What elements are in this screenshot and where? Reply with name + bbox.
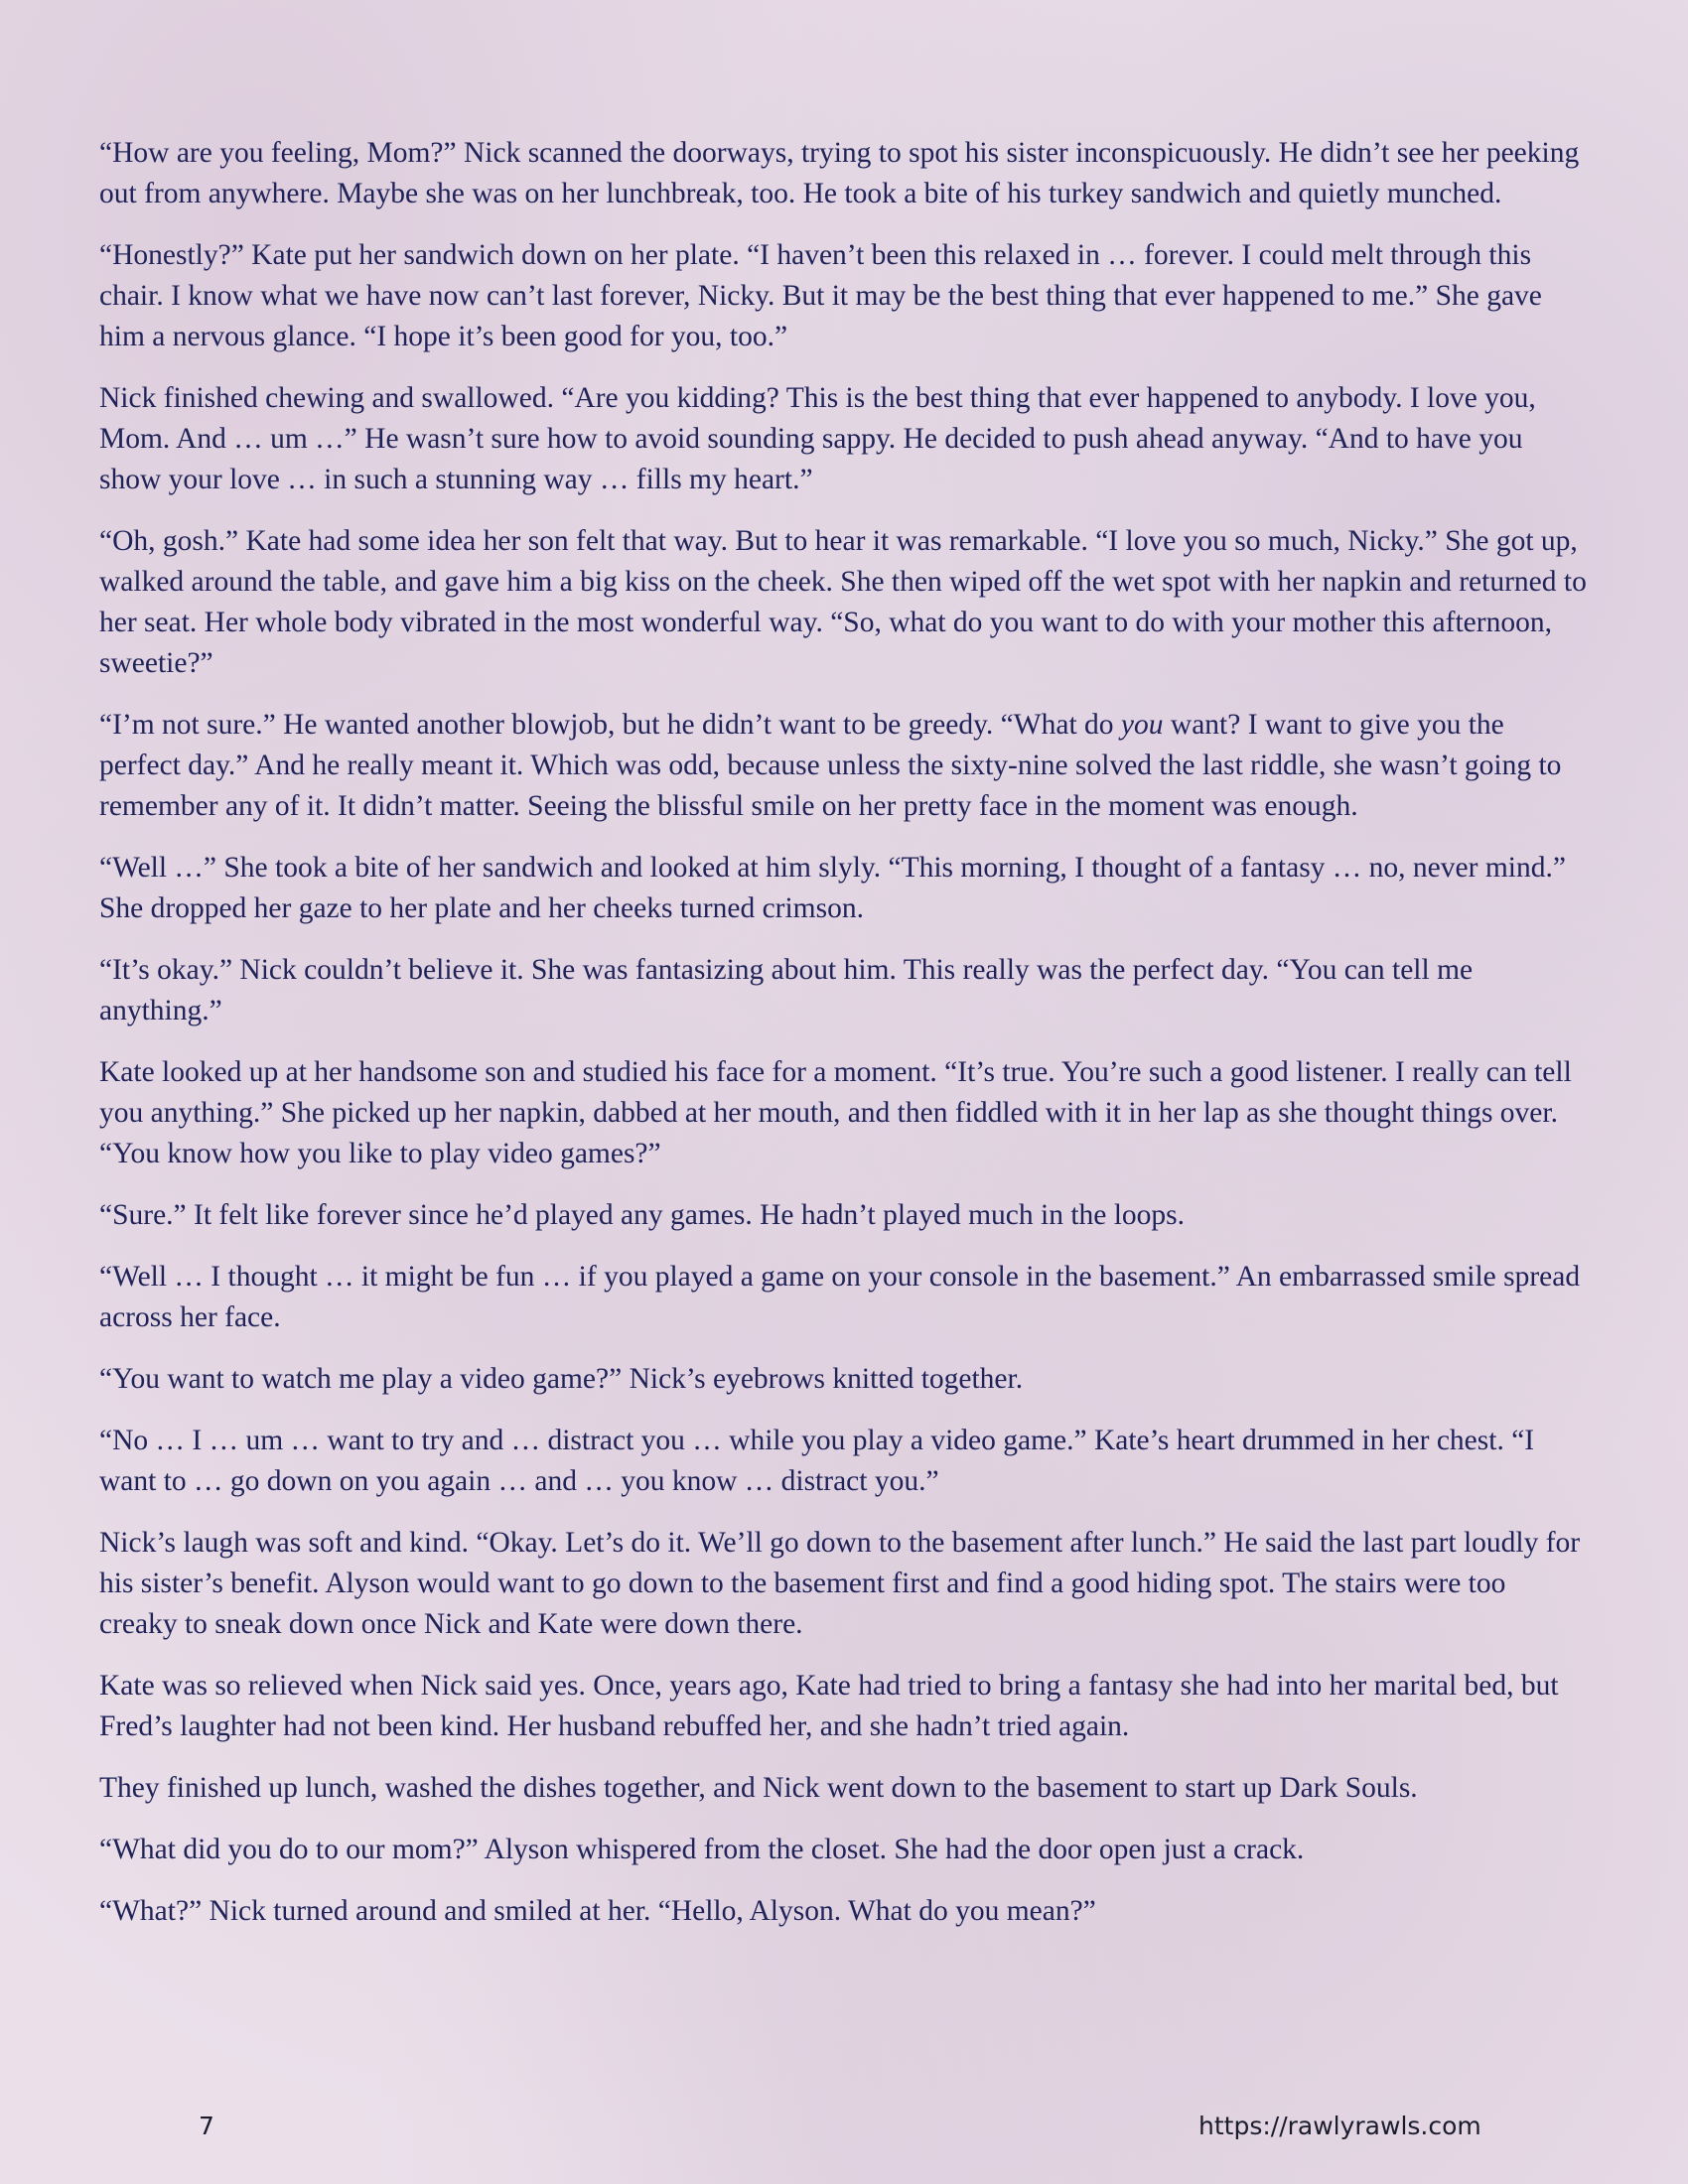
paragraph: “Oh, gosh.” Kate had some idea her son felt that way. But to hear it was remarkable. “I love you so much, Nicky.” She got up, walked around the table, and gave him a big kiss on the cheek. She then wiped off the wet spot with her napkin and returned to her seat. Her whole body vibrated in the most wonderful way. “So, what do you want to do with your mother this afternoon, sweetie?” xyxy=(99,525,1587,679)
paragraph: “Well …” She took a bite of her sandwich and looked at him slyly. “This morning, I thought of a fantasy … no, never mind.” She dropped her gaze to her plate and her cheeks turned crimson. xyxy=(99,852,1566,924)
page-body xyxy=(99,133,1589,1953)
paragraph: “No … I … um … want to try and … distract you … while you play a video game.” Kate’s heart drummed in her chest. “I want to … go down on you again … and … you know … distract you.” xyxy=(99,1425,1535,1497)
paragraph: They finished up lunch, washed the dishes together, and Nick went down to the basement to start up Dark Souls. xyxy=(99,1772,1418,1804)
page-number: 7 xyxy=(199,2112,214,2140)
paragraph: “Well … I thought … it might be fun … if you played a game on your console in the basement.” An embarrassed smile spread across her face. xyxy=(99,1261,1581,1333)
paragraph-text: “I’m not sure.” He wanted another blowjob, but he didn’t want to be greedy. “What do xyxy=(99,709,1121,741)
paragraph xyxy=(99,705,1589,827)
paragraph: “It’s okay.” Nick couldn’t believe it. She was fantasizing about him. This really was the perfect day. “You can tell me anything.” xyxy=(99,954,1474,1026)
paragraph: “Sure.” It felt like forever since he’d played any games. He hadn’t played much in the loops. xyxy=(99,1199,1186,1231)
paragraph: “Honestly?” Kate put her sandwich down on her plate. “I haven’t been this relaxed in … forever. I could melt through this chair. I know what we have now can’t last forever, Nicky. But it may be the best thing that ever happened to me.” She gave him a nervous glance. “I hope it’s been good for you, too.” xyxy=(99,239,1542,352)
paragraph: “What?” Nick turned around and smiled at her. “Hello, Alyson. What do you mean?” xyxy=(99,1895,1096,1927)
paragraph: “What did you do to our mom?” Alyson whispered from the closet. She had the door open just a crack. xyxy=(99,1834,1305,1865)
emphasis-text: you xyxy=(1120,709,1164,741)
paragraph: Kate looked up at her handsome son and studied his face for a moment. “It’s true. You’re such a good listener. I really can tell you anything.” She picked up her napkin, dabbed at her mouth, and then fiddled with it in her lap as she thought things over. “You know how you like to play video games?” xyxy=(99,1056,1572,1169)
paragraph: Nick’s laugh was soft and kind. “Okay. Let’s do it. We’ll go down to the basement after lunch.” He said the last part loudly for his sister’s benefit. Alyson would want to go down to the basement first and find a good hiding spot. The stairs were too creaky to sneak down once Nick and Kate were down there. xyxy=(99,1527,1581,1640)
paragraph: Kate was so relieved when Nick said yes. Once, years ago, Kate had tried to bring a fantasy she had into her marital bed, but Fred’s laughter had not been kind. Her husband rebuffed her, and she hadn’t tried again. xyxy=(99,1670,1559,1742)
paragraph-text: want? I want to give you the perfect day.” And he really meant it. Which was odd, because unless the sixty-nine solved the last riddle, she wasn’t going to remember any of it. It didn’t matter. Seeing the blissful smile on her pretty face in the moment was enough. xyxy=(99,709,1562,822)
paragraph: “How are you feeling, Mom?” Nick scanned the doorways, trying to spot his sister inconspicuously. He didn’t see her peeking out from anywhere. Maybe she was on her lunchbreak, too. He took a bite of his turkey sandwich and quietly munched. xyxy=(99,137,1580,209)
footer-url-link[interactable]: https://rawlyrawls.com xyxy=(1198,2112,1481,2140)
paragraph: “You want to watch me play a video game?” Nick’s eyebrows knitted together. xyxy=(99,1363,1024,1395)
paragraph: Nick finished chewing and swallowed. “Are you kidding? This is the best thing that ever happened to anybody. I love you, Mom. And … um …” He wasn’t sure how to avoid sounding sappy. He decided to push ahead anyway. “And to have you show your love … in such a stunning way … fills my heart.” xyxy=(99,382,1536,495)
